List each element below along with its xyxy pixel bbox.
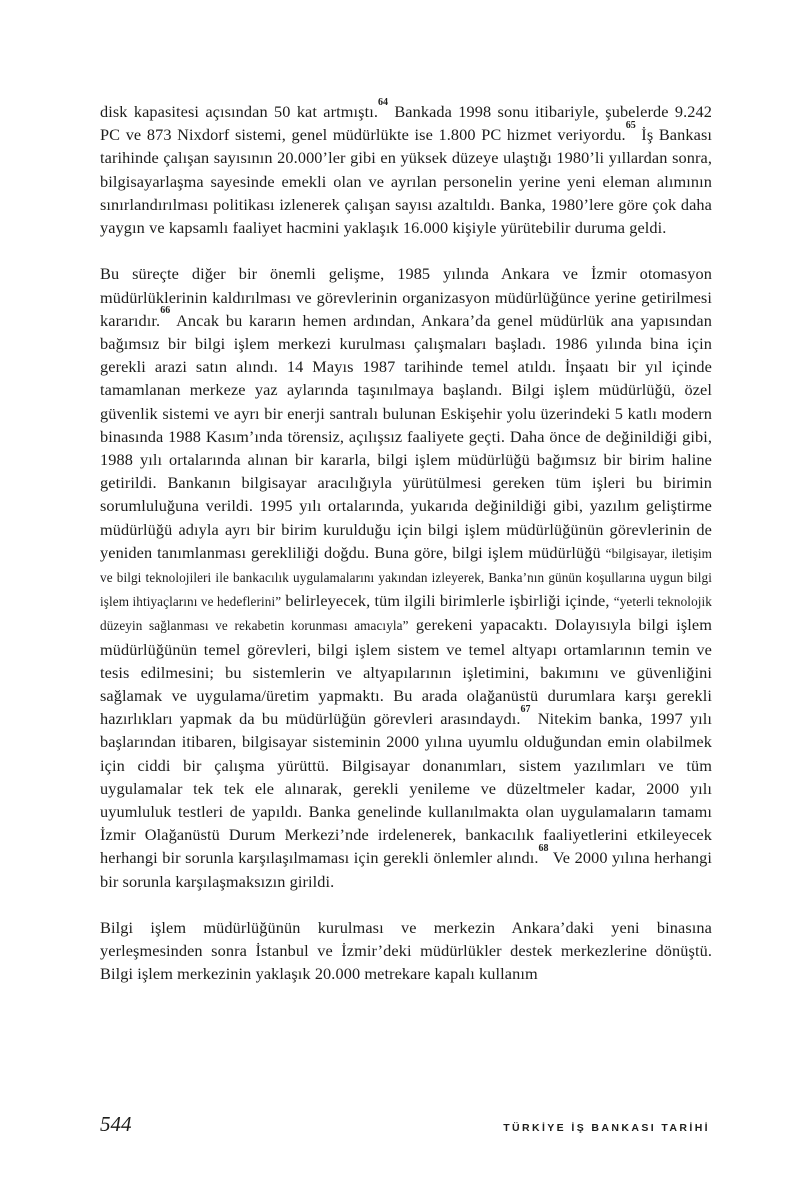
text-run: belirleyecek, tüm ilgili birimlerle işbirliği içinde,: [281, 591, 614, 611]
footnote-ref: 67: [520, 703, 531, 715]
footnote-ref: 68: [538, 843, 549, 855]
body-text: [100, 96, 713, 986]
paragraph: [100, 916, 712, 986]
footnote-ref: 65: [625, 119, 636, 131]
text-run: Nitekim banka, 1997 yılı başlarından itibaren, bilgisayar sisteminin 2000 yılına uyumlu olduğundan emin olabilmek için ciddi bir çalışma yürüttü. Bilgisayar donanımları, sistem yazılımları ve tüm uygulamalar tek tek ele alınarak, gerekli yenileme ve düzeltmeler kadar, 2000 yılı uyumluluk testleri de yapıldı. Banka genelinde kullanılmakta olan uygulamaların tamamı İzmir Olağanüstü Durum Merkezi’nde irdelenerek, bankacılık faaliyetlerini etkileyecek herhangi bir sorunla karşılaşılmaması için gerekli önlemler alındı.: [100, 709, 712, 868]
text-run: Bankada 1998 sonu itibariyle, şubelerde 9.242 PC ve 873 Nixdorf sistemi, genel müdürlükte ise 1.800 PC hizmet veriyordu.: [100, 102, 712, 145]
text-run: disk kapasitesi açısından 50 kat artmıştı.: [100, 102, 379, 121]
paragraph: [100, 262, 712, 892]
text-run: Bu süreçte diğer bir önemli gelişme, 1985 yılında Ankara ve İzmir otomasyon müdürlüklerinin kaldırılması ve görevlerinin organizasyon müdürlüğünce yerine getirilmesi kararıdır.: [100, 264, 712, 330]
footnote-ref: 66: [160, 305, 171, 317]
page-footer: [100, 1112, 710, 1137]
paragraph: [100, 96, 713, 239]
inline-quote: “bilgisayar, iletişim ve bilgi teknolojileri ile bankacılık uygulamalarını yakından izleyerek, Banka’nın günün koşullarına uygun bilgi işlem ihtiyaçlarını ve hedeflerini”: [100, 545, 712, 610]
text-run: gerekeni yapacaktı. Dolayısıyla bilgi işlem müdürlüğünün temel görevleri, bilgi işlem sistem ve temel altyapı ortamlarının temin ve tesis edilmesini; bu sistemlerin ve altyapılarının işletimini, bakımını ve güvenliğini sağlamak ve uygulama/üretim yapmaktı. Bu arada olağanüstü durumlara karşı gerekli hazırlıkları yapmak da bu müdürlüğün görevleri arasındaydı.: [100, 615, 712, 729]
footnote-ref: 64: [378, 96, 389, 108]
text-run: Bilgi işlem müdürlüğünün kurulması ve merkezin Ankara’daki yeni binasına yerleşmesinden sonra İstanbul ve İzmir’deki müdürlükler destek merkezlerine dönüştü. Bilgi işlem merkezinin yaklaşık 20.000 metrekare kapalı kullanım: [100, 918, 712, 984]
text-run: Ve 2000 yılına herhangi bir sorunla karşılaşmaksızın girildi.: [100, 848, 712, 891]
text-run: İş Bankası tarihinde çalışan sayısının 20.000’ler gibi en yüksek düzeye ulaştığı 1980’li yıllardan sonra, bilgisayarlaşma sayesinde emekli olan ve ayrılan personelin yerine yeni eleman alımının sınırlandırılması politikası izlenerek çalışan sayısı azaltıldı. Banka, 1980’lere göre çok daha yaygın ve kapsamlı faaliyet hacmini yaklaşık 16.000 kişiyle yürütebilir duruma geldi.: [100, 125, 713, 238]
text-run: Ancak bu kararın hemen ardından, Ankara’da genel müdürlük ana yapısından bağımsız bir bilgi işlem merkezi kurulması çalışmaları başladı. 1986 yılında bina için gerekli arazi satın alındı. 14 Mayıs 1987 tarihinde temel atıldı. İnşaatı bir yıl içinde tamamlanan merkeze yaz aylarında taşınılmaya başlandı. Bilgi işlem müdürlüğü, özel güvenlik sistemi ve ayrı bir enerji santralı bulunan Eskişehir yolu üzerindeki 5 katlı modern binasında 1988 Kasım’ında törensiz, açılışsız faaliyete geçti. Daha önce de değinildiği gibi, 1988 yılı ortalarında alınan bir kararla, bilgi işlem müdürlüğü bağımsız bir birim haline getirildi. Bankanın bilgisayar aracılığıyla yürütülmesi gereken tüm işleri bu birimin sorumluluğuna verildi. 1995 yılı ortalarında, yukarıda değinildiği gibi, yazılım geliştirme müdürlüğü adıyla ayrı bir birim kurulduğu için bilgi işlem müdürlüğünün görevlerinin de yeniden tanımlanması gerekliliği doğdu. Buna göre, bilgi işlem müdürlüğü: [100, 310, 712, 562]
inline-quote: “yeterli teknolojik düzeyin sağlanması ve rekabetin korunması amacıyla”: [100, 594, 712, 634]
running-head: TÜRKİYE İŞ BANKASI TARİHİ: [503, 1122, 710, 1134]
page-number: 544: [100, 1112, 132, 1136]
